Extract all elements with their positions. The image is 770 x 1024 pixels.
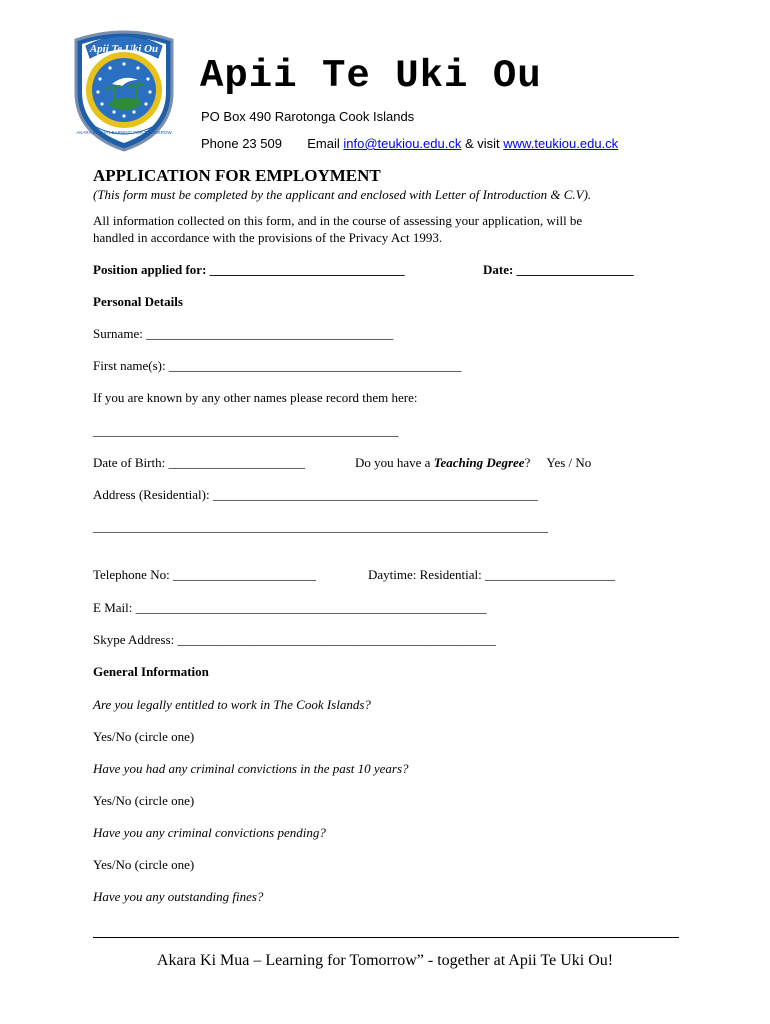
daytime-blank[interactable]: ____________________	[484, 567, 615, 582]
phone-number: Phone 23 509	[201, 136, 282, 151]
privacy-notice-line2: handled in accordance with the provisions of the Privacy Act 1993.	[93, 230, 443, 245]
skype-blank[interactable]: _________________________________________________	[177, 632, 496, 647]
address-blank[interactable]: __________________________________________________	[212, 487, 538, 502]
school-crest-logo	[68, 22, 180, 154]
degree-prefix: Do you have a	[355, 455, 431, 470]
address-field[interactable]	[93, 487, 538, 503]
telephone-field[interactable]	[93, 567, 316, 583]
surname-blank[interactable]: ______________________________________	[146, 326, 394, 341]
email-label: Email	[307, 136, 340, 151]
degree-suffix: ?	[524, 455, 531, 470]
answer-convictions-pending[interactable]: Yes/No (circle one)	[93, 857, 195, 872]
question-criminal-convictions: Have you had any criminal convictions in the past 10 years?	[93, 761, 409, 776]
email-field-label: E Mail:	[93, 600, 133, 615]
skype-field[interactable]	[93, 632, 496, 648]
email-blank[interactable]: ______________________________________________________	[135, 600, 487, 615]
school-address: PO Box 490 Rarotonga Cook Islands	[201, 109, 415, 124]
contact-line	[201, 136, 618, 151]
position-label: Position applied for:	[93, 262, 207, 277]
first-name-label: First name(s):	[93, 358, 166, 373]
other-names-blank[interactable]: _______________________________________________	[93, 423, 399, 438]
form-subtitle: (This form must be completed by the applicant and enclosed with Letter of Introduction & C.V).	[93, 187, 592, 202]
teaching-degree-question	[355, 455, 591, 471]
first-name-field[interactable]	[93, 358, 461, 374]
skype-label: Skype Address:	[93, 632, 175, 647]
question-convictions-pending: Have you any criminal convictions pending?	[93, 825, 326, 840]
question-outstanding-fines: Have you any outstanding fines?	[93, 889, 264, 904]
school-name: Apii Te Uki Ou	[200, 54, 542, 98]
telephone-label: Telephone No:	[93, 567, 170, 582]
privacy-notice-line1: All information collected on this form, and in the course of assessing your application, will be	[93, 213, 583, 228]
daytime-label: Daytime: Residential:	[368, 567, 482, 582]
personal-details-heading: Personal Details	[93, 294, 183, 309]
first-name-blank[interactable]: _____________________________________________	[168, 358, 462, 373]
dob-field[interactable]	[93, 455, 305, 471]
question-legal-work: Are you legally entitled to work in The Cook Islands?	[93, 697, 371, 712]
date-label: Date:	[483, 262, 514, 277]
degree-yes-no-options[interactable]: Yes / No	[546, 455, 592, 470]
email-link[interactable]: info@teukiou.edu.ck	[343, 136, 462, 151]
svg-text:AKARA KI MUA LEARNING FOR TOMO: AKARA KI MUA LEARNING FOR TOMORROW	[76, 130, 172, 135]
dob-label: Date of Birth:	[93, 455, 166, 470]
position-blank[interactable]: ______________________________	[209, 262, 405, 277]
other-names-label: If you are known by any other names please record them here:	[93, 390, 418, 405]
daytime-residential-field[interactable]	[368, 567, 615, 583]
footer-motto: Akara Ki Mua – Learning for Tomorrow” - together at Apii Te Uki Ou!	[156, 952, 614, 969]
answer-legal-work[interactable]: Yes/No (circle one)	[93, 729, 195, 744]
answer-criminal-convictions[interactable]: Yes/No (circle one)	[93, 793, 195, 808]
website-link[interactable]: www.teukiou.edu.ck	[503, 136, 619, 151]
date-field[interactable]	[483, 262, 634, 278]
address-label: Address (Residential):	[93, 487, 210, 502]
dob-blank[interactable]: _____________________	[168, 455, 305, 470]
footer-divider	[93, 937, 679, 938]
general-information-heading: General Information	[93, 664, 209, 679]
visit-text: & visit	[464, 136, 500, 151]
degree-emphasis: Teaching Degree	[433, 455, 525, 470]
svg-text:Apii Te Uki Ou: Apii Te Uki Ou	[89, 43, 159, 55]
form-title: APPLICATION FOR EMPLOYMENT	[93, 166, 381, 185]
date-blank[interactable]: __________________	[516, 262, 634, 277]
surname-label: Surname:	[93, 326, 143, 341]
surname-field[interactable]	[93, 326, 393, 342]
position-field[interactable]	[93, 262, 405, 278]
telephone-blank[interactable]: ______________________	[172, 567, 316, 582]
email-field[interactable]	[93, 600, 487, 616]
address-blank-second-line[interactable]: ______________________________________________________________________	[93, 519, 548, 534]
